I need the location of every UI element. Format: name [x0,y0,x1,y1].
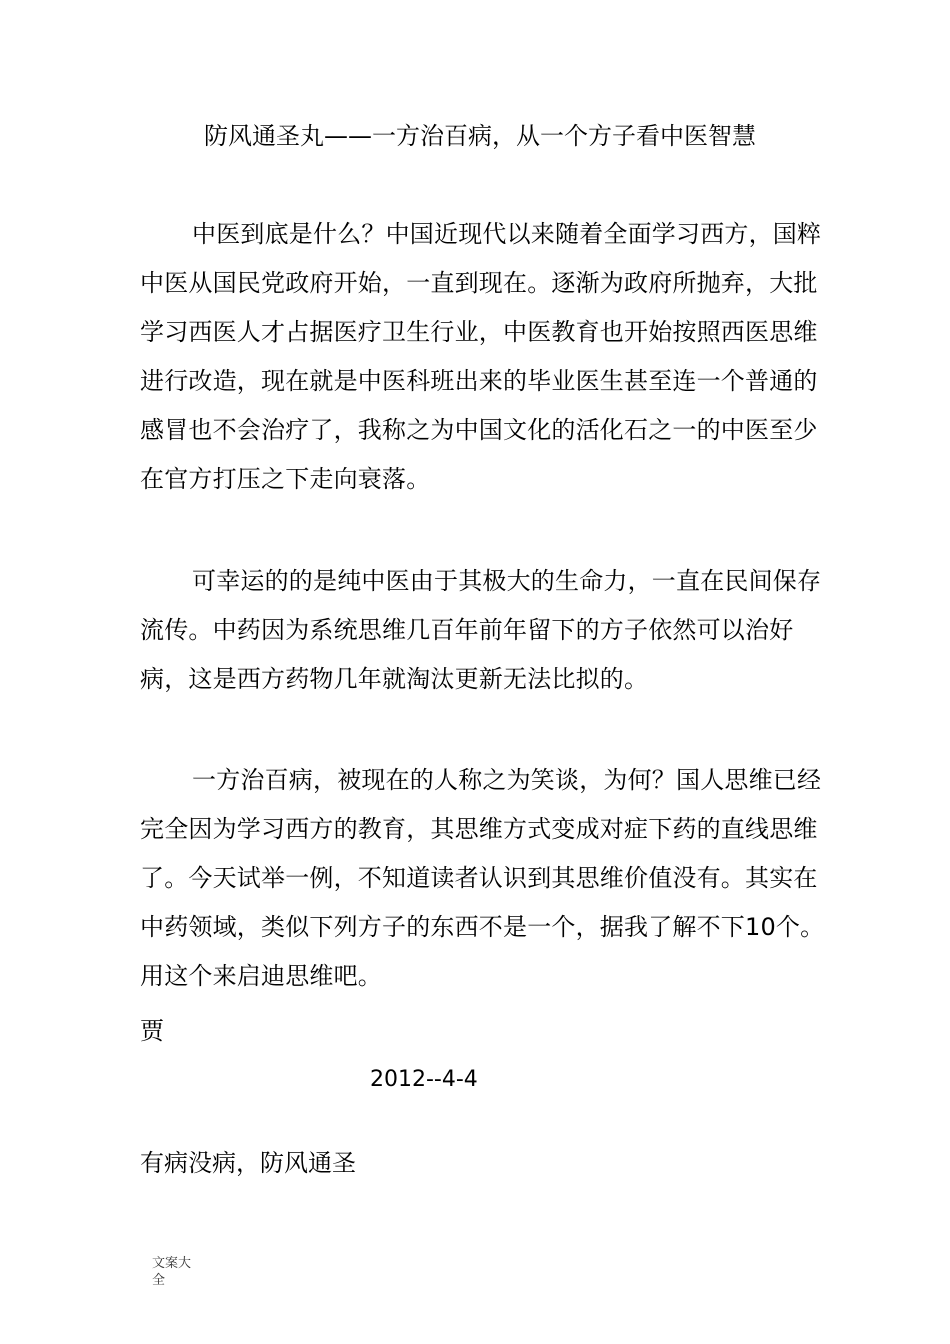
paragraph-2: 可幸运的的是纯中医由于其极大的生命力，一直在民间保存流传。中药因为系统思维几百年前年留下的方子依然可以治好病，这是西方药物几年就淘汰更新无法比拟的。 [140,567,822,693]
document-title: 防风通圣丸——一方治百病，从一个方子看中医智慧 [204,122,756,150]
footer-label: 文案大全 [152,1256,192,1288]
document-date: 2012--4-4 [370,1067,478,1092]
paragraph-3: 一方治百病，被现在的人称之为笑谈，为何？国人思维已经完全因为学习西方的教育，其思维方式变成对症下药的直线思维了。今天试举一例，不知道读者认识到其思维价值没有。其实在中药领域，类似下列方子的东西不是一个，据我了解不下10个。用这个来启迪思维吧。 [140,766,825,990]
closing-line: 有病没病，防风通圣 [140,1149,356,1177]
author-name: 贾 [140,1017,164,1045]
paragraph-1: 中医到底是什么？中国近现代以来随着全面学习西方，国粹中医从国民党政府开始，一直到现在。逐渐为政府所抛弃，大批学习西医人才占据医疗卫生行业，中医教育也开始按照西医思维进行改造，现在就是中医科班出来的毕业医生甚至连一个普通的感冒也不会治疗了，我称之为中国文化的活化石之一的中医至少在官方打压之下走向衰落。 [140,220,822,493]
